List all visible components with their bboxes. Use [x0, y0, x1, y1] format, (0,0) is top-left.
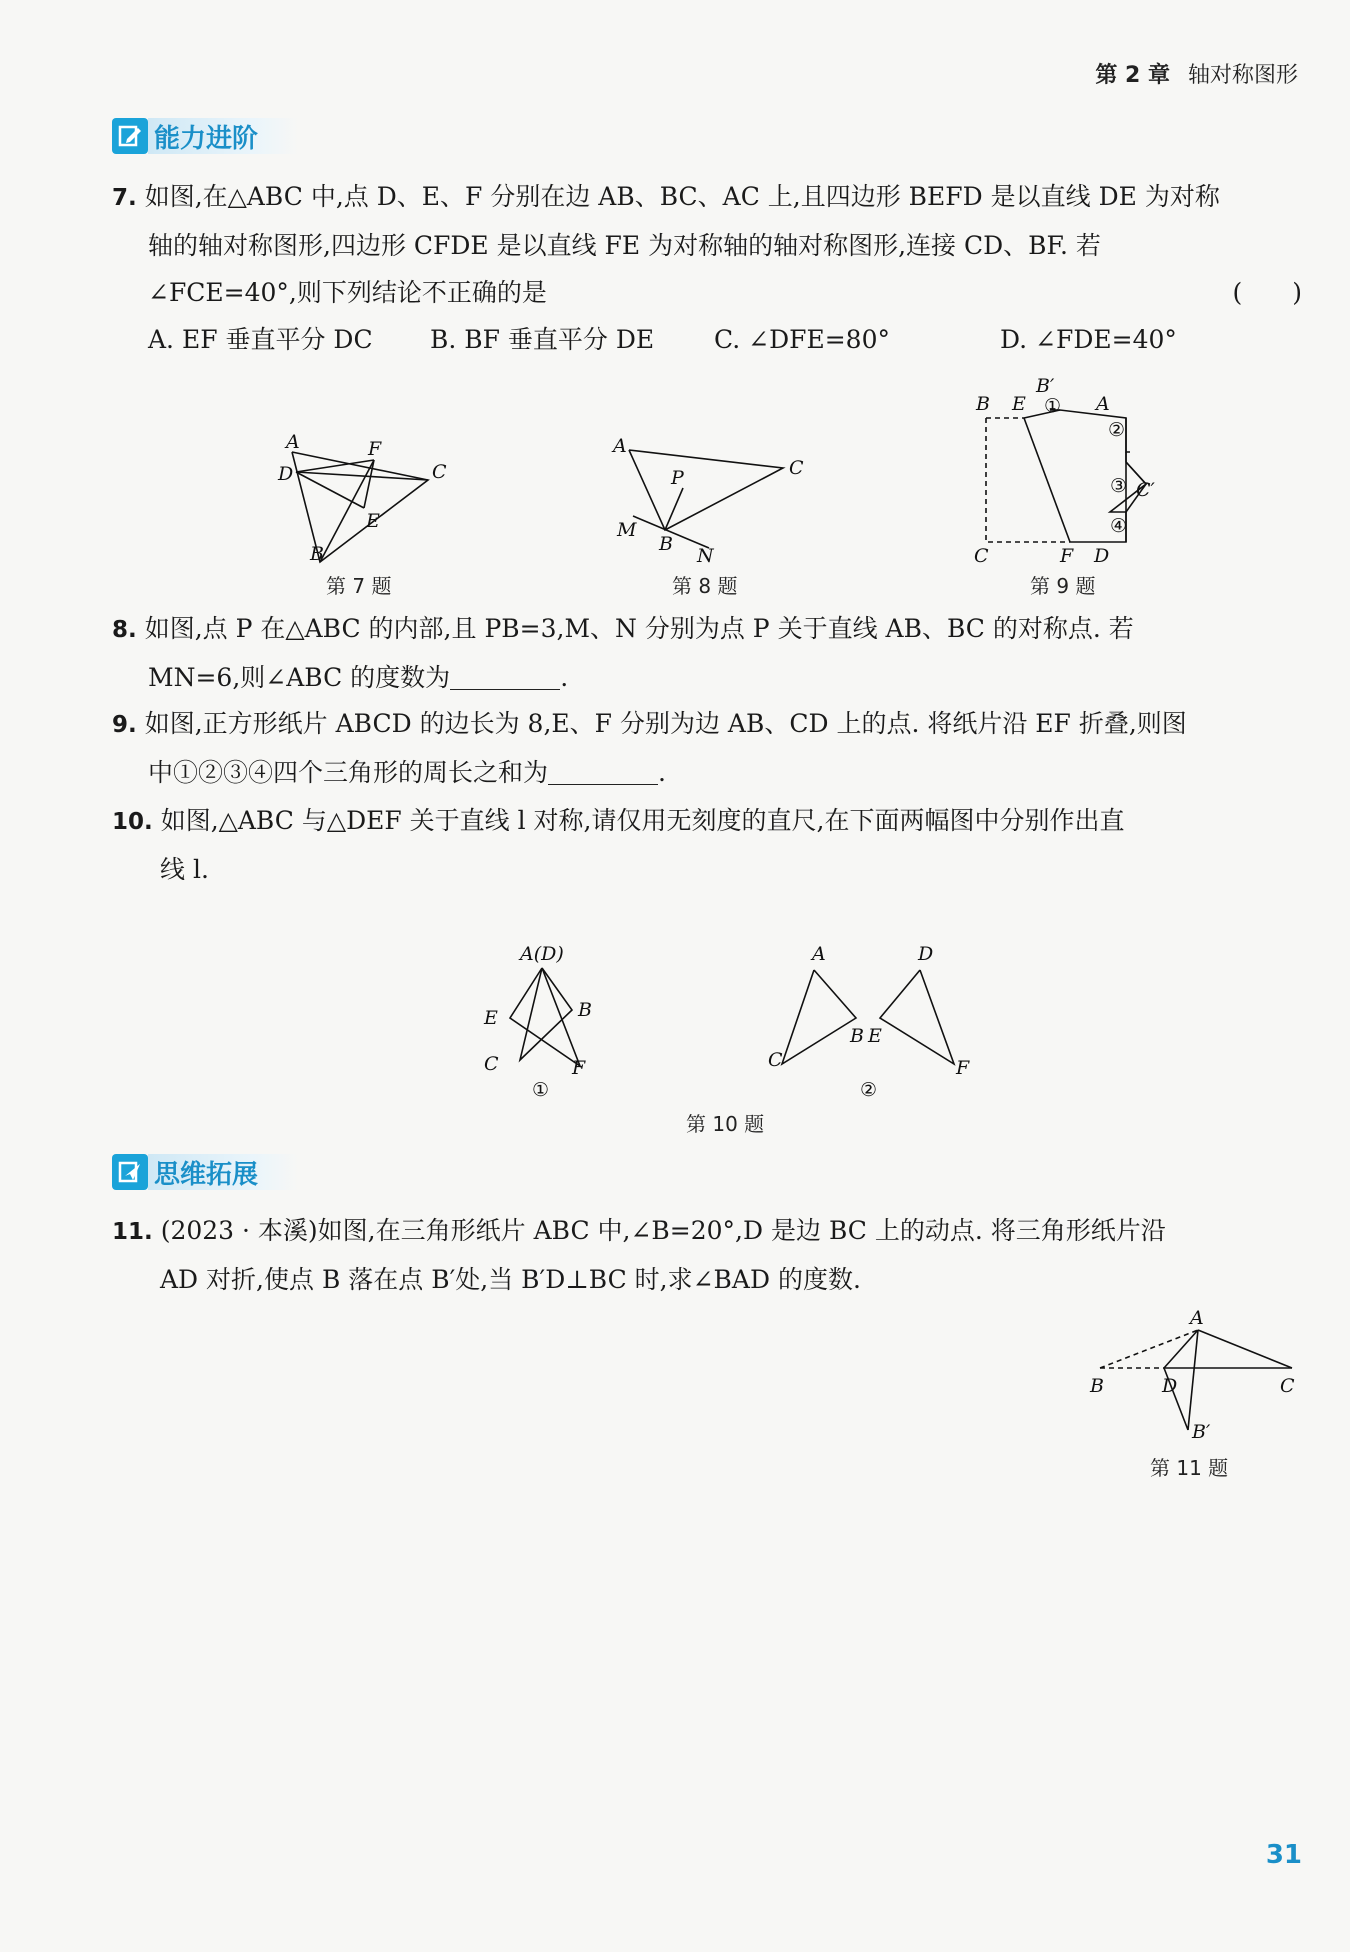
chapter-title: 轴对称图形	[1187, 63, 1298, 88]
label-b-prime: B′	[1192, 1421, 1211, 1443]
label-a: A	[1190, 1307, 1204, 1329]
label-d: D	[918, 943, 934, 965]
question-text-line: 中①②③④四个三角形的周长之和为	[148, 758, 549, 787]
question-10	[112, 797, 1302, 893]
label-f: F	[1060, 545, 1074, 567]
question-number: 10.	[112, 809, 153, 835]
question-text-line: 如图,点 P 在△ABC 的内部,且 PB=3,M、N 分别为点 P 关于直线 AB、BC 的对称点. 若	[144, 614, 1134, 643]
option-b: B. BF 垂直平分 DE	[430, 325, 655, 354]
section-title: 思维拓展	[154, 1159, 259, 1190]
paper-plane-icon	[112, 1154, 148, 1190]
chapter-number: 第 2 章	[1095, 63, 1170, 88]
question-text-line: (2023 · 本溪)如图,在三角形纸片 ABC 中,∠B=20°,D 是边 BC 上的动点. 将三角形纸片沿	[160, 1216, 1166, 1245]
label-e: E	[484, 1007, 498, 1029]
label-b: B	[659, 533, 673, 555]
figure-7	[270, 430, 460, 570]
label-c: C	[974, 545, 989, 567]
label-d: D	[1162, 1375, 1178, 1397]
answer-blank	[548, 758, 658, 785]
figure-10-part-2	[760, 940, 980, 1100]
question-number: 11.	[112, 1219, 153, 1245]
label-p: P	[671, 467, 684, 489]
figure-11-caption: 第 11 题	[1150, 1456, 1229, 1480]
label-f: F	[368, 438, 382, 460]
label-d: D	[278, 463, 294, 485]
section-heading-ability	[112, 116, 298, 156]
page-number: 31	[1265, 1840, 1302, 1870]
question-text-line: ∠FCE=40°,则下列结论不正确的是	[148, 278, 547, 307]
label-region-4: ④	[1110, 515, 1128, 537]
question-9	[112, 700, 1302, 796]
period: .	[560, 663, 569, 692]
question-text-line: 如图,在△ABC 中,点 D、E、F 分别在边 AB、BC、AC 上,且四边形 BEFD 是以直线 DE 为对称	[144, 182, 1220, 211]
figure-10-sub-label-2: ②	[860, 1079, 878, 1100]
label-a: A	[1096, 393, 1110, 415]
label-region-2: ②	[1108, 419, 1126, 441]
label-region-3: ③	[1110, 475, 1128, 497]
label-m: M	[617, 519, 637, 541]
label-c: C	[1280, 1375, 1295, 1397]
question-number: 8.	[112, 617, 137, 643]
label-n: N	[697, 545, 714, 567]
figure-10-caption: 第 10 题	[686, 1112, 765, 1136]
question-text-line: 轴的轴对称图形,四边形 CFDE 是以直线 FE 为对称轴的轴对称图形,连接 CD、BF. 若	[148, 231, 1101, 260]
question-text-line: 如图,正方形纸片 ABCD 的边长为 8,E、F 分别为边 AB、CD 上的点. 将纸片沿 EF 折叠,则图	[144, 709, 1187, 738]
question-8	[112, 605, 1302, 701]
label-e: E	[366, 510, 380, 532]
label-e: E	[1012, 393, 1026, 415]
section-title: 能力进阶	[154, 123, 259, 154]
label-c: C	[768, 1049, 783, 1071]
question-text-line: MN=6,则∠ABC 的度数为	[148, 663, 451, 692]
option-a: A. EF 垂直平分 DC	[148, 325, 373, 354]
label-f: F	[572, 1057, 586, 1079]
answer-blank	[450, 663, 560, 690]
label-b-prime: B′	[1036, 375, 1055, 397]
question-text-line: AD 对折,使点 B 落在点 B′处,当 B′D⊥BC 时,求∠BAD 的度数.	[160, 1265, 861, 1294]
label-a: A	[812, 943, 826, 965]
figure-9-caption: 第 9 题	[1030, 574, 1096, 598]
label-b: B	[310, 543, 324, 565]
question-text-line: 线 l.	[160, 855, 209, 884]
label-b: B	[1090, 1375, 1104, 1397]
label-region-1: ①	[1044, 395, 1062, 417]
figure-10-part-1	[470, 940, 610, 1100]
label-b: B	[976, 393, 990, 415]
figure-8	[605, 432, 815, 570]
answer-bracket: ( )	[1232, 278, 1302, 307]
label-b: B	[578, 999, 592, 1021]
figure-8-caption: 第 8 题	[672, 574, 738, 598]
pencil-note-icon	[112, 118, 148, 154]
label-b: B	[850, 1025, 864, 1047]
label-c-prime: C′	[1136, 479, 1155, 501]
label-a: A	[286, 431, 300, 453]
section-heading-thinking	[112, 1152, 298, 1192]
label-c: C	[789, 457, 804, 479]
label-f: F	[956, 1057, 970, 1079]
option-d: D. ∠FDE=40°	[1000, 325, 1177, 354]
label-a: A	[613, 435, 627, 457]
label-e: E	[868, 1025, 882, 1047]
chapter-header	[1095, 58, 1298, 89]
label-a-d: A(D)	[520, 943, 564, 965]
question-number: 9.	[112, 712, 137, 738]
question-text-line: 如图,△ABC 与△DEF 关于直线 l 对称,请仅用无刻度的直尺,在下面两幅图中分别作出直	[160, 806, 1125, 835]
option-c: C. ∠DFE=80°	[714, 325, 890, 354]
label-c: C	[484, 1053, 499, 1075]
question-number: 7.	[112, 185, 137, 211]
figure-9	[960, 372, 1180, 572]
figure-11	[1080, 1300, 1300, 1450]
label-d: D	[1094, 545, 1110, 567]
figure-7-caption: 第 7 题	[326, 574, 392, 598]
figure-10-sub-label-1: ①	[532, 1079, 550, 1100]
period: .	[658, 758, 666, 787]
question-11	[112, 1207, 1302, 1303]
question-7	[112, 173, 1302, 363]
label-c: C	[432, 461, 447, 483]
